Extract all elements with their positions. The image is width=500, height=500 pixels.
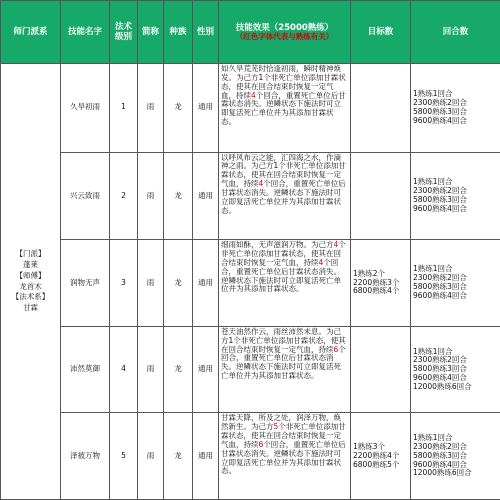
round-entry: 1熟练1回合 xyxy=(413,433,453,443)
round-entry: 5800熟练3回合 xyxy=(413,450,467,460)
round-entry: 1熟练1回合 xyxy=(413,264,453,274)
skill-level-cell: 1 xyxy=(110,64,138,153)
effect-text: 如久旱荒芜时恰逢初雨，瞬时精神焕发。为己方1个非死亡单位添加甘霖状态，使其在回合结束时恢复一定气血，持续 xyxy=(221,64,346,100)
round-entry: 2300熟练2回合 xyxy=(413,186,467,196)
effect-value-highlight: 6 xyxy=(333,344,339,354)
skill-effect-cell xyxy=(219,326,351,413)
round-entry: 1熟练1回合 xyxy=(413,177,453,187)
sect-info-line: 【师傅】 xyxy=(15,270,46,280)
skill-effect-cell xyxy=(219,240,351,327)
skill-targets-cell xyxy=(351,64,411,153)
effect-value-highlight: 5 xyxy=(273,422,279,432)
header-effect-note: （红色字体代表与熟练有关） xyxy=(235,31,334,41)
effect-value-highlight: 6 xyxy=(258,439,264,449)
round-entry: 9600熟练4回合 xyxy=(413,203,467,213)
effect-text: 个非死亡单位添加甘霖状态，使其在回合结束时恢复一定气血，持续 xyxy=(221,422,346,449)
skill-gender-cell: 通用 xyxy=(193,64,219,153)
header-race: 种族 xyxy=(164,1,193,64)
skill-level-cell: 5 xyxy=(110,413,138,500)
skill-targets-cell xyxy=(351,413,411,500)
target-entry: 6800熟练5个 xyxy=(353,459,400,469)
effect-text: 苍天油然作云，雨丝沛然未息。为己方1个非死亡单位添加甘霖状态，使其在回合结束时恢复一定气血，持续 xyxy=(221,326,346,354)
target-entry: 1熟练3个 xyxy=(353,441,386,451)
skill-title-cell: 雨 xyxy=(138,326,164,413)
table-row xyxy=(1,413,500,500)
header-effect-title: 技能效果（25000熟练） xyxy=(235,22,334,33)
skill-rounds-cell xyxy=(411,240,500,327)
round-entry: 9600熟练4回合 xyxy=(413,373,467,383)
sect-info-line: 【门派】 xyxy=(15,248,46,258)
effect-value-highlight: 4 xyxy=(251,90,256,100)
skill-level-cell: 3 xyxy=(110,240,138,327)
effect-text: 细雨如酥，无声滋润万物。为己方 xyxy=(221,240,334,250)
skill-targets-cell xyxy=(351,240,411,327)
skill-race-cell: 龙 xyxy=(164,64,193,153)
skill-name-cell: 泽被万物 xyxy=(61,413,110,500)
skill-race-cell: 龙 xyxy=(164,240,193,327)
effect-value-highlight: 4 xyxy=(258,179,264,189)
skill-effect-cell xyxy=(219,64,351,153)
sect-info-cell xyxy=(1,64,61,500)
skill-race-cell: 龙 xyxy=(164,326,193,413)
table-row xyxy=(1,240,500,327)
skill-name-cell: 润物无声 xyxy=(61,240,110,327)
effect-text: 甘霖天降，所及之处，润泽万物，焕然新生。为己方 xyxy=(221,413,341,432)
skill-targets-cell xyxy=(351,326,411,413)
header-skill-name: 技能名字 xyxy=(61,1,110,64)
effect-text: 个回合，重置死亡单位后甘霖状态消失。逆鳞状态下施法时可立即复活死亡单位并为其添加甘霖状态。 xyxy=(221,90,346,127)
table-row xyxy=(1,152,500,240)
target-entry: 1熟练2个 xyxy=(353,268,386,278)
target-entry: 6800熟练4个 xyxy=(353,286,400,296)
skill-name-cell: 久旱初雨 xyxy=(61,64,110,153)
skill-rounds-cell xyxy=(411,64,500,153)
skill-gender-cell: 通用 xyxy=(193,413,219,500)
sect-info-line: 龙首木 xyxy=(19,281,42,291)
skill-rounds-cell xyxy=(411,152,500,240)
skill-name-cell: 沛然莫御 xyxy=(61,326,110,413)
header-targets: 目标数 xyxy=(351,1,411,64)
skill-race-cell: 龙 xyxy=(164,152,193,240)
effect-text: 个回合，重置死亡单位后甘霖状态消失。逆鳞状态下施法时可立即复活死亡单位并为其添加甘霖状态。 xyxy=(221,344,346,381)
skill-gender-cell: 通用 xyxy=(193,240,219,327)
table-row xyxy=(1,326,500,413)
skill-gender-cell: 通用 xyxy=(193,326,219,413)
target-entry: 2200熟练3个 xyxy=(353,277,400,287)
round-entry: 9600熟练4回合 xyxy=(413,290,467,300)
skill-title-cell: 雨 xyxy=(138,240,164,327)
effect-text: 个回合，重置死亡单位后甘霖状态消失。逆鳞状态下施法时可立即复活死亡单位并为其添加甘霖状态。 xyxy=(221,439,346,476)
round-entry: 2300熟练2回合 xyxy=(413,97,467,107)
skill-title-cell: 雨 xyxy=(138,152,164,240)
round-entry: 5800熟练3回合 xyxy=(413,106,467,116)
round-entry: 1熟练1回合 xyxy=(413,346,453,356)
skill-gender-cell: 通用 xyxy=(193,152,219,240)
round-entry: 1熟练1回合 xyxy=(413,89,453,99)
effect-text: 个回合，重置死亡单位后甘霖状态消失。逆鳞状态下施法时可立即复活死亡单位并为其添加甘霖状态。 xyxy=(221,257,341,294)
round-entry: 5800熟练3回合 xyxy=(413,194,467,204)
skill-name-cell: 兴云致雨 xyxy=(61,152,110,240)
effect-text: 个回合，重置死亡单位后甘霖状态消失。逆鳞状态下施法时可立即复活死亡单位并为其添加甘霖状态。 xyxy=(221,179,346,215)
skill-title-cell: 雨 xyxy=(138,64,164,153)
skill-effect-cell xyxy=(219,152,351,240)
skill-level-cell: 4 xyxy=(110,326,138,413)
table-row xyxy=(1,64,500,153)
round-entry: 2300熟练2回合 xyxy=(413,441,467,451)
header-row xyxy=(1,1,500,64)
sect-info-line: 【法术系】 xyxy=(11,292,50,302)
effect-text: 个非死亡单位添加甘霖状态，使其在回合结束时恢复一定气血，持续 xyxy=(221,240,346,267)
skill-race-cell: 龙 xyxy=(164,413,193,500)
round-entry: 2300熟练2回合 xyxy=(413,355,467,365)
header-title: 箭称 xyxy=(138,1,164,64)
round-entry: 9600熟练4回合 xyxy=(413,115,467,125)
target-entry: 2200熟练4个 xyxy=(353,450,400,460)
skill-title-cell: 雨 xyxy=(138,413,164,500)
skill-table-body xyxy=(1,64,500,500)
sect-info-line: 甘霖 xyxy=(23,303,38,313)
effect-value-highlight: 4 xyxy=(318,257,324,267)
header-level: 法术级别 xyxy=(110,1,138,64)
round-entry: 12000熟练6回合 xyxy=(413,468,472,478)
skill-effect-cell xyxy=(219,413,351,500)
skill-rounds-cell xyxy=(411,413,500,500)
header-effect xyxy=(219,1,351,64)
effect-value-highlight: 4 xyxy=(333,240,339,250)
header-sect: 师门派系 xyxy=(1,1,61,64)
skill-level-cell: 2 xyxy=(110,152,138,240)
round-entry: 12000熟练6回合 xyxy=(413,381,472,391)
round-entry: 5800熟练3回合 xyxy=(413,282,467,292)
header-gender: 性别 xyxy=(193,1,219,64)
round-entry: 2300熟练2回合 xyxy=(413,273,467,283)
effect-text: 以呼风布云之能，汇四海之水，作滴神之雨。为己方1个非死亡单位添加甘霖状态，使其在回合结束时恢复一定气血，持续 xyxy=(221,152,346,189)
skill-targets-cell xyxy=(351,152,411,240)
skill-rounds-cell xyxy=(411,326,500,413)
header-rounds: 回合数 xyxy=(411,1,500,64)
sect-info-line: 蓬莱 xyxy=(23,259,38,269)
round-entry: 9600熟练4回合 xyxy=(413,459,467,469)
round-entry: 5800熟练3回合 xyxy=(413,364,467,374)
